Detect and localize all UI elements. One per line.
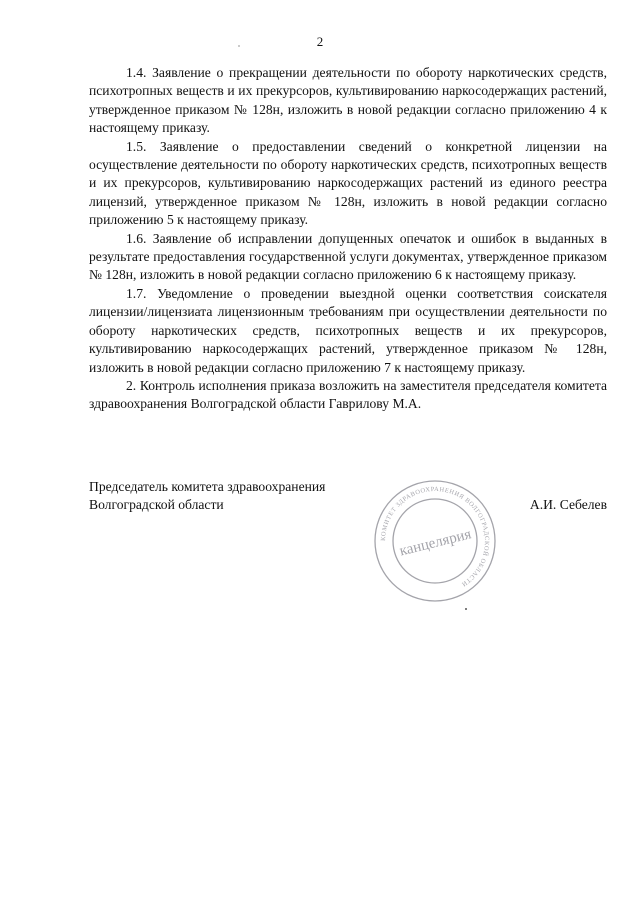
scan-speck [465,608,467,610]
signatory-position [89,478,379,515]
signatory-position-line-2: Волгоградской области [89,497,224,513]
stamp-center-text: канцелярия [398,526,473,560]
paragraph-1-6: 1.6. Заявление об исправлении допущенных опечаток и ошибок в выданных в результате предоставления государственной услуги документах, утвержденное приказом № 128н, изложить в новой редакции согласно приложению 6 к настоящему приказу. [89,230,607,283]
paragraph-2: 2. Контроль исполнения приказа возложить на заместителя председателя комитета здравоохранения Волгоградской области Гаврилову М.А. [89,377,607,412]
scan-speck [238,45,240,47]
document-body [89,64,607,414]
office-stamp [371,477,499,605]
signatory-name: А.И. Себелев [529,497,607,513]
paragraph-1-5: 1.5. Заявление о предоставлении сведений о конкретной лицензии на осуществление деятельности по обороту наркотических средств, психотропных веществ и их прекурсоров, культивированию наркосодержащих растений из единого реестра лицензий, утвержденное приказом № 128н, изложить в новой редакции согласно приложению 5 к настоящему приказу. [89,138,607,228]
paragraph-1-4: 1.4. Заявление о прекращении деятельности по обороту наркотических средств, психотропных веществ и их прекурсоров, культивированию наркосодержащих растений, утвержденное приказом № 128н, изложить в новой редакции согласно приложению 4 к настоящему приказу. [89,65,607,136]
stamp-ring-text: КОМИТЕТ ЗДРАВООХРАНЕНИЯ ВОЛГОГРАДСКОЙ ОБЛАСТИ [379,485,491,588]
page-number: 2 [316,34,324,49]
signature-block [89,478,607,538]
paragraph-1-7: 1.7. Уведомление о проведении выездной оценки соответствия соискателя лицензии/лицензиата лицензионным требованиям при осуществлении деятельности по обороту наркотических средств, психотропных веществ и их прекурсоров, культивированию наркосодержащих растений, утвержденное приказом № 128н, изложить в новой редакции согласно приложению 7 к настоящему приказу. [89,285,607,375]
signatory-position-line-1: Председатель комитета здравоохранения [89,479,326,494]
